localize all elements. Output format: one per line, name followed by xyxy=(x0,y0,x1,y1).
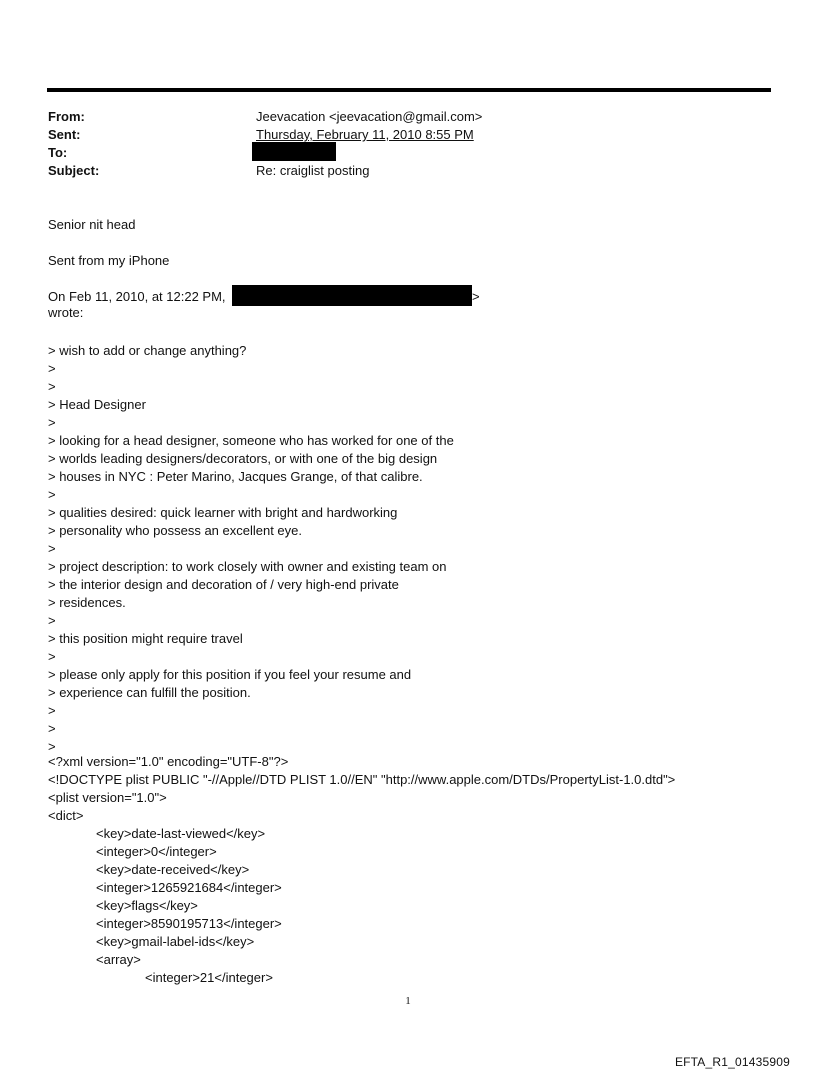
page-number: 1 xyxy=(405,995,411,1007)
xml-line: <array> xyxy=(96,952,141,967)
xml-line: <dict> xyxy=(48,808,84,823)
xml-line: <integer>8590195713</integer> xyxy=(96,916,282,931)
quoted-line: > xyxy=(48,379,56,394)
quote-intro-gt: > xyxy=(472,289,480,304)
quoted-line: > please only apply for this position if you feel your resume and xyxy=(48,667,412,682)
quoted-line: > experience can fulfill the position. xyxy=(48,685,251,700)
signature-line: Sent from my iPhone xyxy=(48,253,170,268)
quoted-line: > xyxy=(48,721,56,736)
quoted-line: > houses in NYC : Peter Marino, Jacques Grange, of that calibre. xyxy=(48,469,423,484)
xml-line: <integer>1265921684</integer> xyxy=(96,880,282,895)
xml-line: <key>date-last-viewed</key> xyxy=(96,826,266,841)
xml-line: <integer>21</integer> xyxy=(145,970,273,985)
quoted-line: > wish to add or change anything? xyxy=(48,343,247,358)
quoted-line: > xyxy=(48,487,56,502)
quoted-line: > residences. xyxy=(48,595,126,610)
quoted-line: > qualities desired: quick learner with bright and hardworking xyxy=(48,505,398,520)
xml-line: <key>date-received</key> xyxy=(96,862,250,877)
header-rule xyxy=(47,88,771,92)
xml-line: <key>flags</key> xyxy=(96,898,198,913)
quoted-line: > the interior design and decoration of / very high-end private xyxy=(48,577,399,592)
xml-line: <integer>0</integer> xyxy=(96,844,217,859)
sender-redaction xyxy=(232,285,472,306)
quoted-line: > xyxy=(48,703,56,718)
xml-line: <?xml version="1.0" encoding="UTF-8"?> xyxy=(48,754,289,769)
from-label: From: xyxy=(48,109,85,124)
subject-value: Re: craiglist posting xyxy=(256,163,370,178)
quoted-line: > this position might require travel xyxy=(48,631,243,646)
document-id: EFTA_R1_01435909 xyxy=(674,1055,790,1069)
quote-intro-wrote: wrote: xyxy=(48,305,84,320)
quoted-line: > xyxy=(48,361,56,376)
quoted-line: > project description: to work closely with owner and existing team on xyxy=(48,559,447,574)
quote-intro: On Feb 11, 2010, at 12:22 PM, xyxy=(48,289,226,304)
from-value: Jeevacation <jeevacation@gmail.com> xyxy=(256,109,483,124)
quoted-line: > xyxy=(48,739,56,754)
quoted-line: > worlds leading designers/decorators, or with one of the big design xyxy=(48,451,438,466)
xml-line: <key>gmail-label-ids</key> xyxy=(96,934,255,949)
quoted-line: > xyxy=(48,649,56,664)
subject-label: Subject: xyxy=(48,163,100,178)
quoted-line: > xyxy=(48,541,56,556)
quoted-line: > xyxy=(48,613,56,628)
quoted-line: > xyxy=(48,415,56,430)
xml-line: <!DOCTYPE plist PUBLIC "-//Apple//DTD PLIST 1.0//EN" "http://www.apple.com/DTDs/PropertyList-1.0.dtd"> xyxy=(48,772,676,787)
quoted-line: > looking for a head designer, someone who has worked for one of the xyxy=(48,433,454,448)
quoted-line: > Head Designer xyxy=(48,397,146,412)
to-redaction xyxy=(252,142,336,161)
sent-value: Thursday, February 11, 2010 8:55 PM xyxy=(256,127,474,142)
body-line: Senior nit head xyxy=(48,217,136,232)
xml-line: <plist version="1.0"> xyxy=(48,790,167,805)
quoted-line: > personality who possess an excellent eye. xyxy=(48,523,303,538)
to-label: To: xyxy=(48,145,68,160)
sent-label: Sent: xyxy=(48,127,81,142)
